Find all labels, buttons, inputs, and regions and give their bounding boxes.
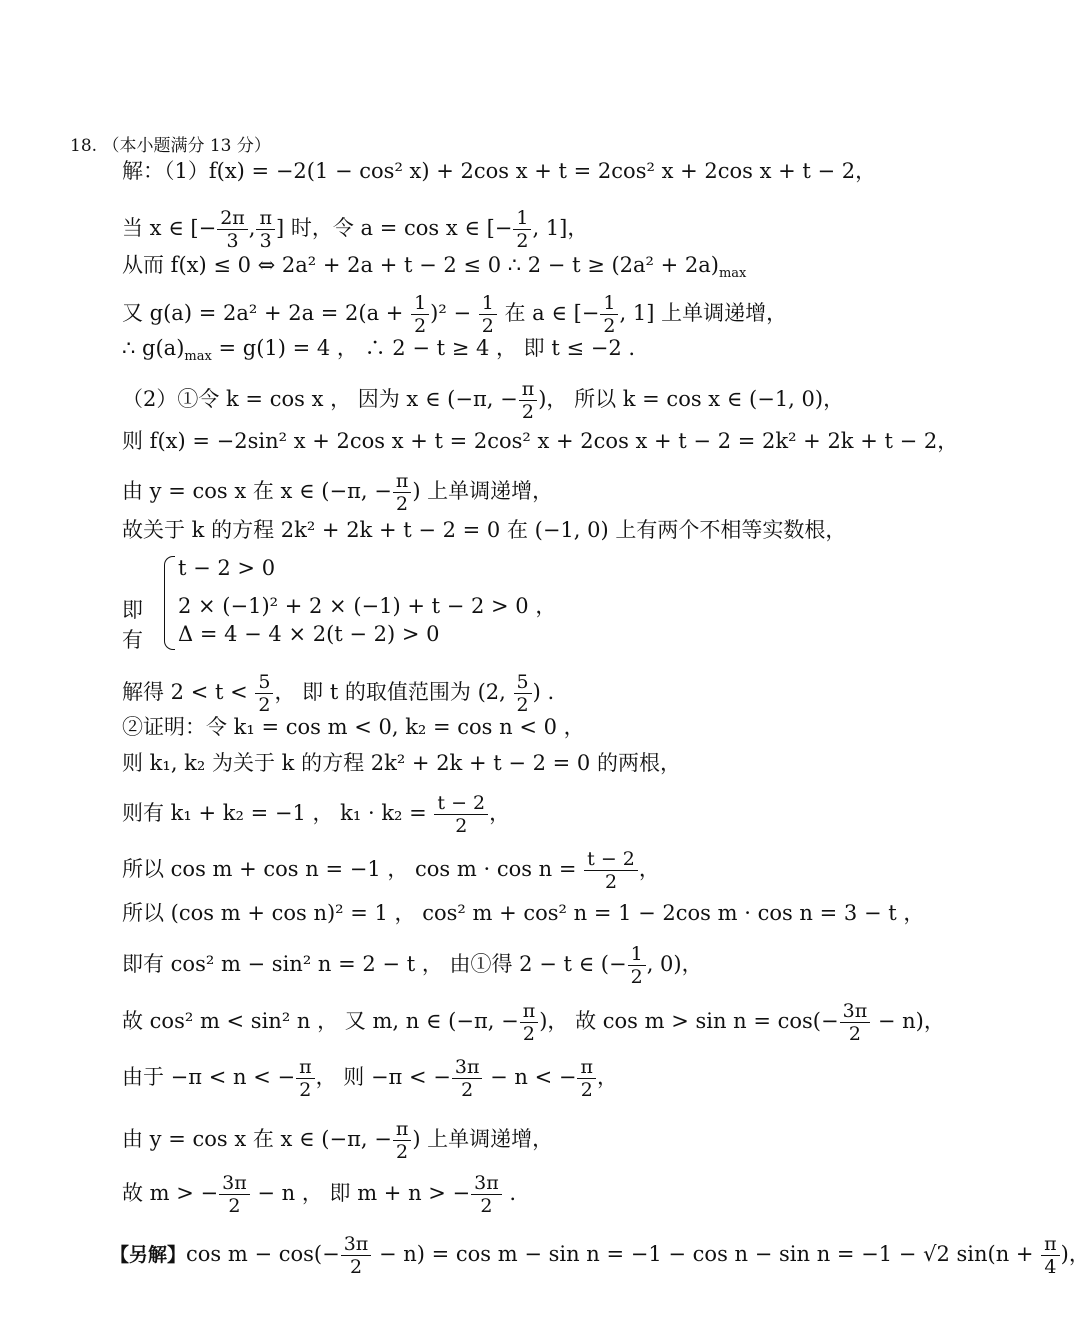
fraction: $\frac{1}{2}$ — [628, 943, 646, 988]
part2-difference: 即有 cos² m − sin² n = 2 − t ， 由①得 2 − t ∈ (− $\frac{1}{2}$ , 0)， — [122, 943, 703, 988]
fraction: $\frac{1}{2}$ — [479, 292, 497, 337]
fraction: $\frac{3\pi}{2}$ — [341, 1233, 372, 1278]
part2-range: 解得 2 < t < $\frac{5}{2}$ ， 即 t 的取值范围为 (2, $\frac{5}{2}$ ) . — [122, 671, 555, 716]
part2-vieta: 则有 k₁ + k₂ = −1 ， k₁ · k₂ = $\frac{t - 2}{2}$ ， — [122, 792, 511, 837]
fraction: $\frac{3\pi}{2}$ — [452, 1056, 483, 1101]
fraction: $\frac{\pi}{3}$ — [256, 207, 275, 252]
fraction: $\frac{3\pi}{2}$ — [219, 1172, 250, 1217]
fraction: $\frac{3\pi}{2}$ — [471, 1172, 502, 1217]
system-row: t − 2 > 0 — [178, 556, 276, 580]
fraction: $\frac{t - 2}{2}$ — [434, 792, 488, 837]
fraction: $\frac{1}{2}$ — [600, 292, 618, 337]
fraction: $\frac{1}{2}$ — [513, 207, 531, 252]
part2-f-in-k: 则 f(x) = −2sin² x + 2cos x + t = 2cos² x + 2cos x + t − 2 = 2k² + 2k + t − 2， — [122, 429, 959, 453]
fraction: $\frac{t - 2}{2}$ — [584, 848, 638, 893]
fraction: $\frac{\pi}{2}$ — [519, 378, 538, 423]
fraction: $\frac{\pi}{4}$ — [1041, 1233, 1060, 1278]
fraction: $\frac{5}{2}$ — [255, 671, 273, 716]
system-row: 2 × (−1)² + 2 × (−1) + t − 2 > 0 ， — [178, 594, 557, 618]
alternative-solution: 【另解】cos m − cos(− $\frac{3\pi}{2}$ − n) = cos m − sin n = −1 − cos n − sin n = −1 − √2 sin(n + $\frac{\pi}{4}$ )， — [110, 1233, 1090, 1278]
part2-monotonic: 由 y = cos x 在 x ∈ (−π, − $\frac{\pi}{2}$ ) 上单调递增， — [122, 470, 554, 515]
part2-square: 所以 (cos m + cos n)² = 1 ， cos² m + cos² n = 1 − 2cos m · cos n = 3 − t ， — [122, 901, 925, 925]
fraction: $\frac{\pi}{2}$ — [577, 1056, 596, 1101]
fraction: $\frac{3\pi}{2}$ — [840, 1000, 871, 1045]
part1-conclusion: ∴ $g(a)_{max} = g(1) = 4$ ， ∴ 2 − t ≥ 4 ， 即 t ≤ −2 . — [122, 336, 636, 365]
part1-equivalence: 从而 f(x) ≤ 0 ⇔ 2a² + 2a + t − 2 ≤ 0 ∴ $2 - t \ge (2a^2 + 2a)_{max}$ — [122, 253, 747, 282]
part2-compare: 故 cos² m < sin² n ， 又 m, n ∈ (−π, − $\frac{\pi}{2}$ )， 故 cos m > sin n = cos(− $\frac{3\pi}{2}$ − n)， — [122, 1000, 945, 1045]
fraction: $\frac{1}{2}$ — [411, 292, 429, 337]
part1-g-definition: 又 g(a) = 2a² + 2a = 2(a + $\frac{1}{2}$ )² − $\frac{1}{2}$ 在 a ∈ [− $\frac{1}{2}$ , 1] 上单调递增， — [122, 292, 788, 337]
part2-proof-start: ②证明：令 k₁ = cos m < 0, k₂ = cos n < 0 ， — [122, 715, 585, 739]
part2-roots-k1k2: 则 k₁, k₂ 为关于 k 的方程 2k² + 2k + t − 2 = 0 的两根， — [122, 751, 681, 775]
fraction: $\frac{2\pi}{3}$ — [217, 207, 248, 252]
part2-n-range: 由于 −π < n < − $\frac{\pi}{2}$ ， 则 −π < − $\frac{3\pi}{2}$ − n < − $\frac{\pi}{2}$ ， — [122, 1056, 618, 1101]
left-brace — [164, 556, 175, 650]
fraction: $\frac{\pi}{2}$ — [393, 470, 412, 515]
alt-label: 【另解】 — [110, 1244, 187, 1266]
part2-cos-sum: 所以 cos m + cos n = −1 ， cos m · cos n = $\frac{t - 2}{2}$ ， — [122, 848, 660, 893]
fraction: $\frac{5}{2}$ — [514, 671, 532, 716]
part2-monotonic-2: 由 y = cos x 在 x ∈ (−π, − $\frac{\pi}{2}$ ) 上单调递增， — [122, 1118, 554, 1163]
part2-two-roots: 故关于 k 的方程 2k² + 2k + t − 2 = 0 在 (−1, 0) 上有两个不相等实数根， — [122, 518, 847, 542]
problem-header — [70, 133, 271, 159]
part1-substitution: 当 x ∈ [− $\frac{2\pi}{3}$ , $\frac{\pi}{3}$ ] 时，令 a = cos x ∈ [− $\frac{1}{2}$ , 1]， — [122, 207, 589, 252]
system-row: Δ = 4 − 4 × 2(t − 2) > 0 — [178, 622, 440, 646]
system-label: 即有 — [122, 598, 143, 652]
problem-number: 18. — [70, 136, 98, 156]
part2-conclusion: 故 m > − $\frac{3\pi}{2}$ − n ， 即 m + n > − $\frac{3\pi}{2}$ . — [122, 1172, 517, 1217]
fraction: $\frac{\pi}{2}$ — [393, 1118, 412, 1163]
fraction: $\frac{\pi}{2}$ — [520, 1000, 539, 1045]
part1-equation: 解：（1）f(x) = −2(1 − cos² x) + 2cos x + t = 2cos² x + 2cos x + t − 2， — [122, 159, 877, 183]
fraction: $\frac{\pi}{2}$ — [296, 1056, 315, 1101]
problem-points: （本小题满分 13 分） — [102, 136, 271, 156]
part2-let-k: （2）①令 k = cos x ， 因为 x ∈ (−π, − $\frac{\pi}{2}$ )， 所以 k = cos x ∈ (−1, 0)， — [122, 378, 845, 423]
